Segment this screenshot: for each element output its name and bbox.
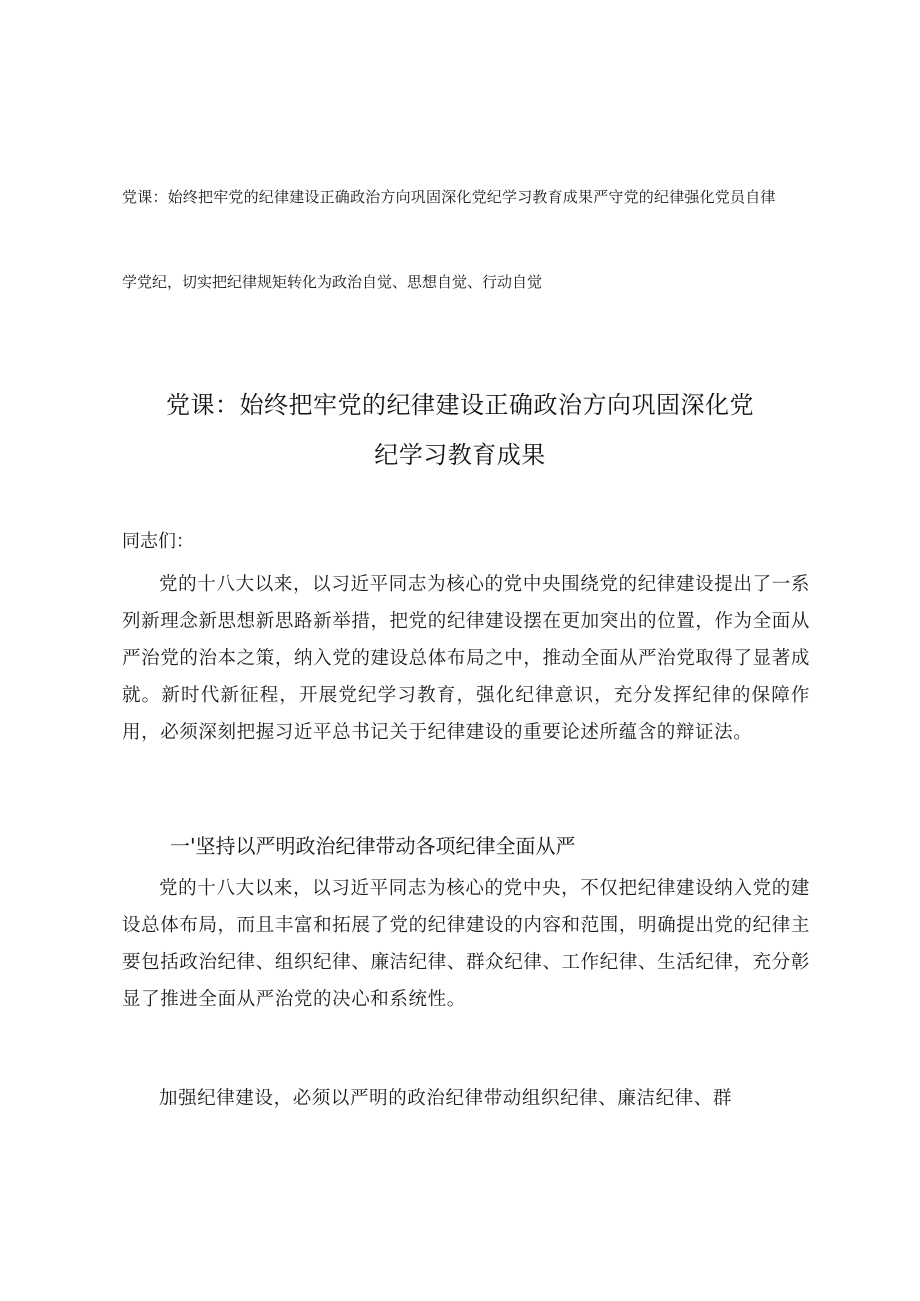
- paragraph-2: 党的十八大以来，以习近平同志为核心的党中央，不仅把纪律建设纳入党的建设总体布局，而且丰富和拓展了党的纪律建设的内容和范围，明确提出党的纪律主要包括政治纪律、组织纪律、廉洁纪律、群众纪律、工作纪律、生活纪律，充分彰显了推进全面从严治党的决心和系统性。: [122, 878, 810, 1010]
- salutation: 同志们：: [122, 531, 194, 552]
- header-title: 党课：始终把牢党的纪律建设正确政治方向巩固深化党纪学习教育成果严守党的纪律强化党员自律: [122, 188, 776, 206]
- page-title: [120, 380, 800, 480]
- section-heading: 一'坚持以严明政治纪律带动各项纪律全面从严: [170, 834, 576, 858]
- paragraph-3: 加强纪律建设，必须以严明的政治纪律带动组织纪律、廉洁纪律、群: [159, 1088, 733, 1109]
- page-title-line-1: 党课：始终把牢党的纪律建设正确政治方向巩固深化党: [166, 391, 754, 419]
- header-subtitle: 学党纪，切实把纪律规矩转化为政治自觉、思想自觉、行动自觉: [122, 273, 543, 291]
- paragraph-1: 党的十八大以来，以习近平同志为核心的党中央围绕党的纪律建设提出了一系列新理念新思想新思路新举措，把党的纪律建设摆在更加突出的位置，作为全面从严治党的治本之策，纳入党的建设总体布局之中，推动全面从严治党取得了显著成就。新时代新征程，开展党纪学习教育，强化纪律意识，充分发挥纪律的保障作用，必须深刻把握习近平总书记关于纪律建设的重要论述所蕴含的辩证法。: [122, 574, 810, 743]
- page-title-line-2: 纪学习教育成果: [374, 441, 546, 469]
